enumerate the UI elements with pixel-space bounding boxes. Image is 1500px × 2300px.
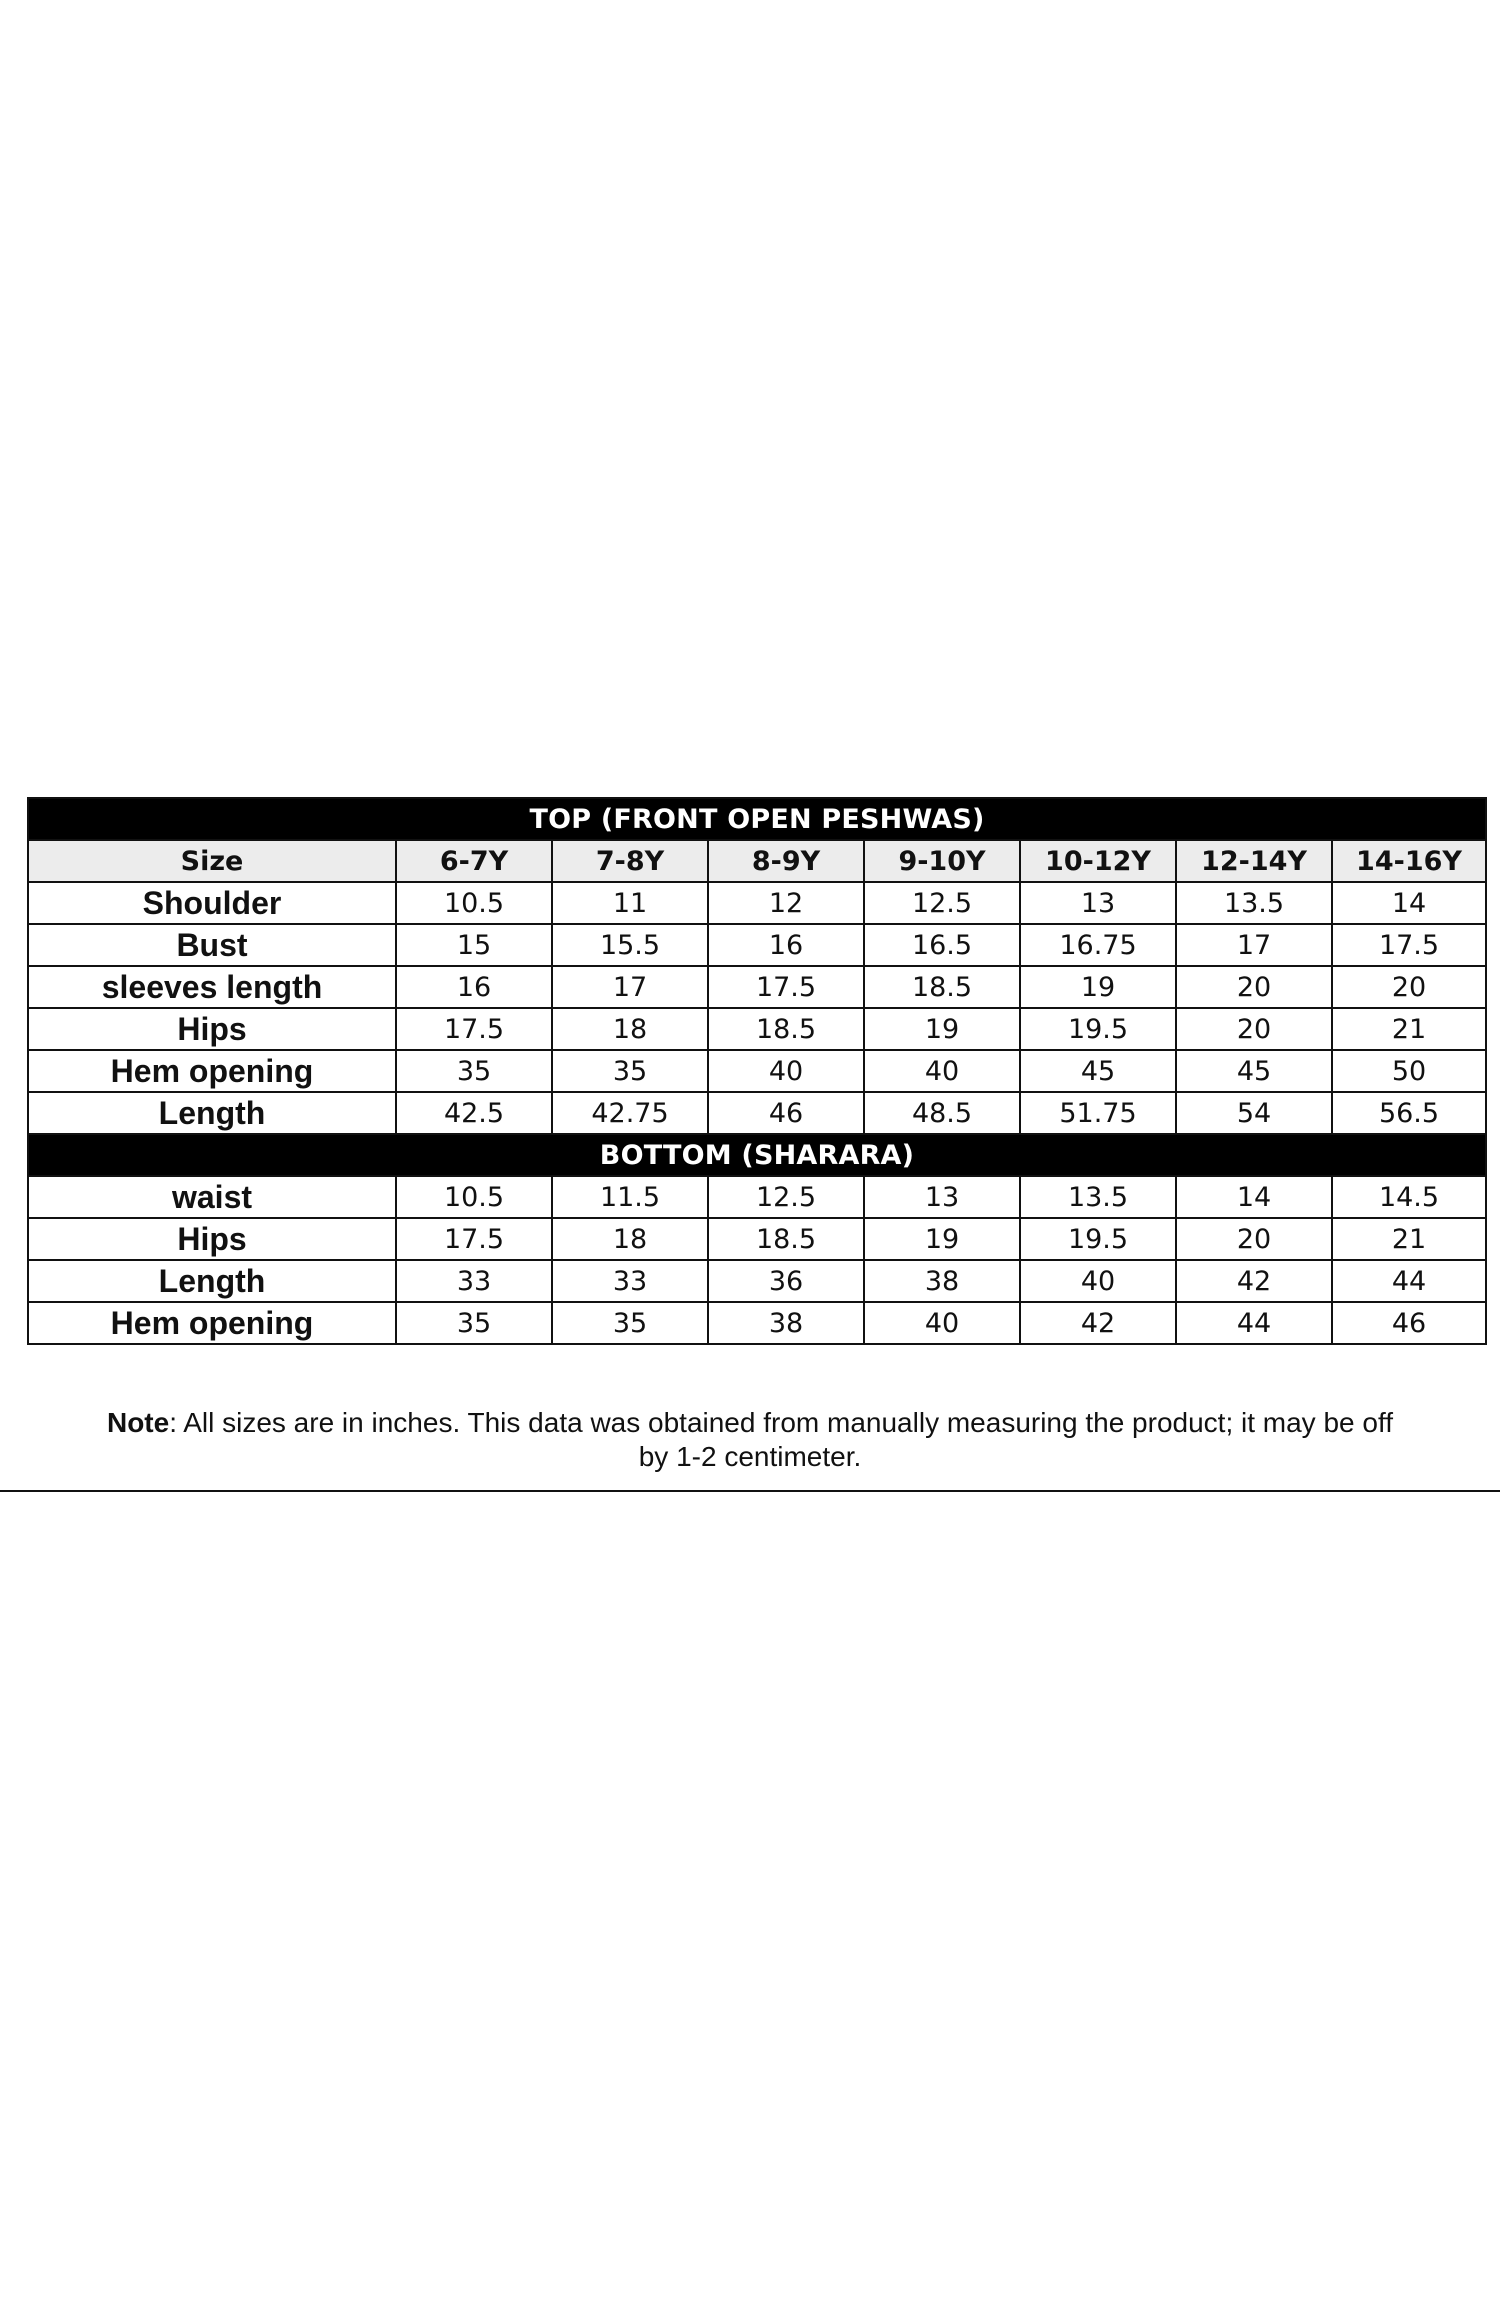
- measurement-row: [28, 1008, 1486, 1050]
- measurement-row: [28, 1176, 1486, 1218]
- measurement-row: [28, 924, 1486, 966]
- measurement-row: [28, 882, 1486, 924]
- measurement-value: 12.5: [864, 882, 1020, 924]
- measurement-value: 17: [1176, 924, 1332, 966]
- measurement-value: 11.5: [552, 1176, 708, 1218]
- measurement-value: 51.75: [1020, 1092, 1176, 1134]
- measurement-value: 15.5: [552, 924, 708, 966]
- measurement-value: 35: [552, 1302, 708, 1344]
- measurement-value: 13.5: [1020, 1176, 1176, 1218]
- measurement-value: 17.5: [1332, 924, 1486, 966]
- measurement-value: 40: [708, 1050, 864, 1092]
- measurement-row: [28, 1050, 1486, 1092]
- measurement-row: [28, 1260, 1486, 1302]
- measurement-label: Bust: [28, 924, 396, 966]
- measurement-value: 13.5: [1176, 882, 1332, 924]
- measurement-value: 12.5: [708, 1176, 864, 1218]
- measurement-value: 19.5: [1020, 1218, 1176, 1260]
- size-header-cell: 9-10Y: [864, 840, 1020, 882]
- divider-line: [0, 1490, 1500, 1492]
- measurement-label: Hips: [28, 1218, 396, 1260]
- measurement-value: 16: [708, 924, 864, 966]
- measurement-label: sleeves length: [28, 966, 396, 1008]
- measurement-label: Hips: [28, 1008, 396, 1050]
- measurement-value: 35: [552, 1050, 708, 1092]
- size-chart-table: [27, 797, 1487, 1345]
- measurement-value: 40: [864, 1050, 1020, 1092]
- size-chart-body: [28, 798, 1486, 1344]
- measurement-value: 18.5: [708, 1218, 864, 1260]
- measurement-row: [28, 1218, 1486, 1260]
- measurement-value: 17.5: [396, 1218, 552, 1260]
- section-title: TOP (FRONT OPEN PESHWAS): [28, 798, 1486, 840]
- measurement-value: 44: [1332, 1260, 1486, 1302]
- section-title: BOTTOM (SHARARA): [28, 1134, 1486, 1176]
- measurement-label: Hem opening: [28, 1050, 396, 1092]
- measurement-value: 20: [1176, 1218, 1332, 1260]
- measurement-value: 18: [552, 1008, 708, 1050]
- measurement-value: 19: [864, 1218, 1020, 1260]
- measurement-value: 36: [708, 1260, 864, 1302]
- measurement-label: waist: [28, 1176, 396, 1218]
- measurement-value: 40: [864, 1302, 1020, 1344]
- measurement-value: 10.5: [396, 1176, 552, 1218]
- measurement-row: [28, 966, 1486, 1008]
- measurement-value: 42: [1176, 1260, 1332, 1302]
- measurement-value: 48.5: [864, 1092, 1020, 1134]
- measurement-value: 14: [1176, 1176, 1332, 1218]
- measurement-value: 42: [1020, 1302, 1176, 1344]
- measurement-value: 33: [552, 1260, 708, 1302]
- section-band: [28, 1134, 1486, 1176]
- measurement-value: 44: [1176, 1302, 1332, 1344]
- measurement-value: 18: [552, 1218, 708, 1260]
- measurement-value: 50: [1332, 1050, 1486, 1092]
- size-header-cell: 14-16Y: [1332, 840, 1486, 882]
- measurement-value: 45: [1176, 1050, 1332, 1092]
- measurement-value: 13: [864, 1176, 1020, 1218]
- measurement-value: 17: [552, 966, 708, 1008]
- measurement-value: 21: [1332, 1008, 1486, 1050]
- measurement-value: 42.5: [396, 1092, 552, 1134]
- measurement-value: 14.5: [1332, 1176, 1486, 1218]
- measurement-value: 20: [1176, 966, 1332, 1008]
- measurement-value: 19.5: [1020, 1008, 1176, 1050]
- measurement-value: 14: [1332, 882, 1486, 924]
- measurement-value: 20: [1332, 966, 1486, 1008]
- measurement-value: 38: [864, 1260, 1020, 1302]
- measurement-value: 19: [1020, 966, 1176, 1008]
- size-header-cell: 12-14Y: [1176, 840, 1332, 882]
- section-band: [28, 798, 1486, 840]
- measurement-value: 40: [1020, 1260, 1176, 1302]
- measurement-value: 18.5: [864, 966, 1020, 1008]
- measurement-value: 21: [1332, 1218, 1486, 1260]
- measurement-label: Length: [28, 1260, 396, 1302]
- measurement-value: 45: [1020, 1050, 1176, 1092]
- size-header-row: [28, 840, 1486, 882]
- measurement-value: 10.5: [396, 882, 552, 924]
- note-label: Note: [106, 1407, 170, 1438]
- size-header-cell: 6-7Y: [396, 840, 552, 882]
- measurement-value: 16.5: [864, 924, 1020, 966]
- measurement-value: 54: [1176, 1092, 1332, 1134]
- measurement-value: 56.5: [1332, 1092, 1486, 1134]
- measurement-value: 17.5: [396, 1008, 552, 1050]
- measurement-value: 38: [708, 1302, 864, 1344]
- measurement-value: 42.75: [552, 1092, 708, 1134]
- measurement-value: 17.5: [708, 966, 864, 1008]
- measurement-value: 18.5: [708, 1008, 864, 1050]
- size-header-cell: 10-12Y: [1020, 840, 1176, 882]
- size-header-cell: 8-9Y: [708, 840, 864, 882]
- measurement-row: [28, 1092, 1486, 1134]
- measurement-value: 19: [864, 1008, 1020, 1050]
- measurement-row: [28, 1302, 1486, 1344]
- note-text: : All sizes are in inches. This data was obtained from manually measuring the product; it may be off by 1-2 centimeter.: [169, 1407, 1394, 1472]
- measurement-value: 13: [1020, 882, 1176, 924]
- measurement-value: 16.75: [1020, 924, 1176, 966]
- measurement-value: 35: [396, 1302, 552, 1344]
- size-header-cell: 7-8Y: [552, 840, 708, 882]
- measurement-note: [100, 1406, 1400, 1474]
- measurement-value: 15: [396, 924, 552, 966]
- measurement-value: 12: [708, 882, 864, 924]
- measurement-value: 11: [552, 882, 708, 924]
- measurement-value: 33: [396, 1260, 552, 1302]
- size-header-label: Size: [28, 840, 396, 882]
- measurement-label: Length: [28, 1092, 396, 1134]
- measurement-value: 46: [708, 1092, 864, 1134]
- measurement-label: Hem opening: [28, 1302, 396, 1344]
- measurement-value: 35: [396, 1050, 552, 1092]
- measurement-value: 16: [396, 966, 552, 1008]
- measurement-value: 20: [1176, 1008, 1332, 1050]
- measurement-label: Shoulder: [28, 882, 396, 924]
- measurement-value: 46: [1332, 1302, 1486, 1344]
